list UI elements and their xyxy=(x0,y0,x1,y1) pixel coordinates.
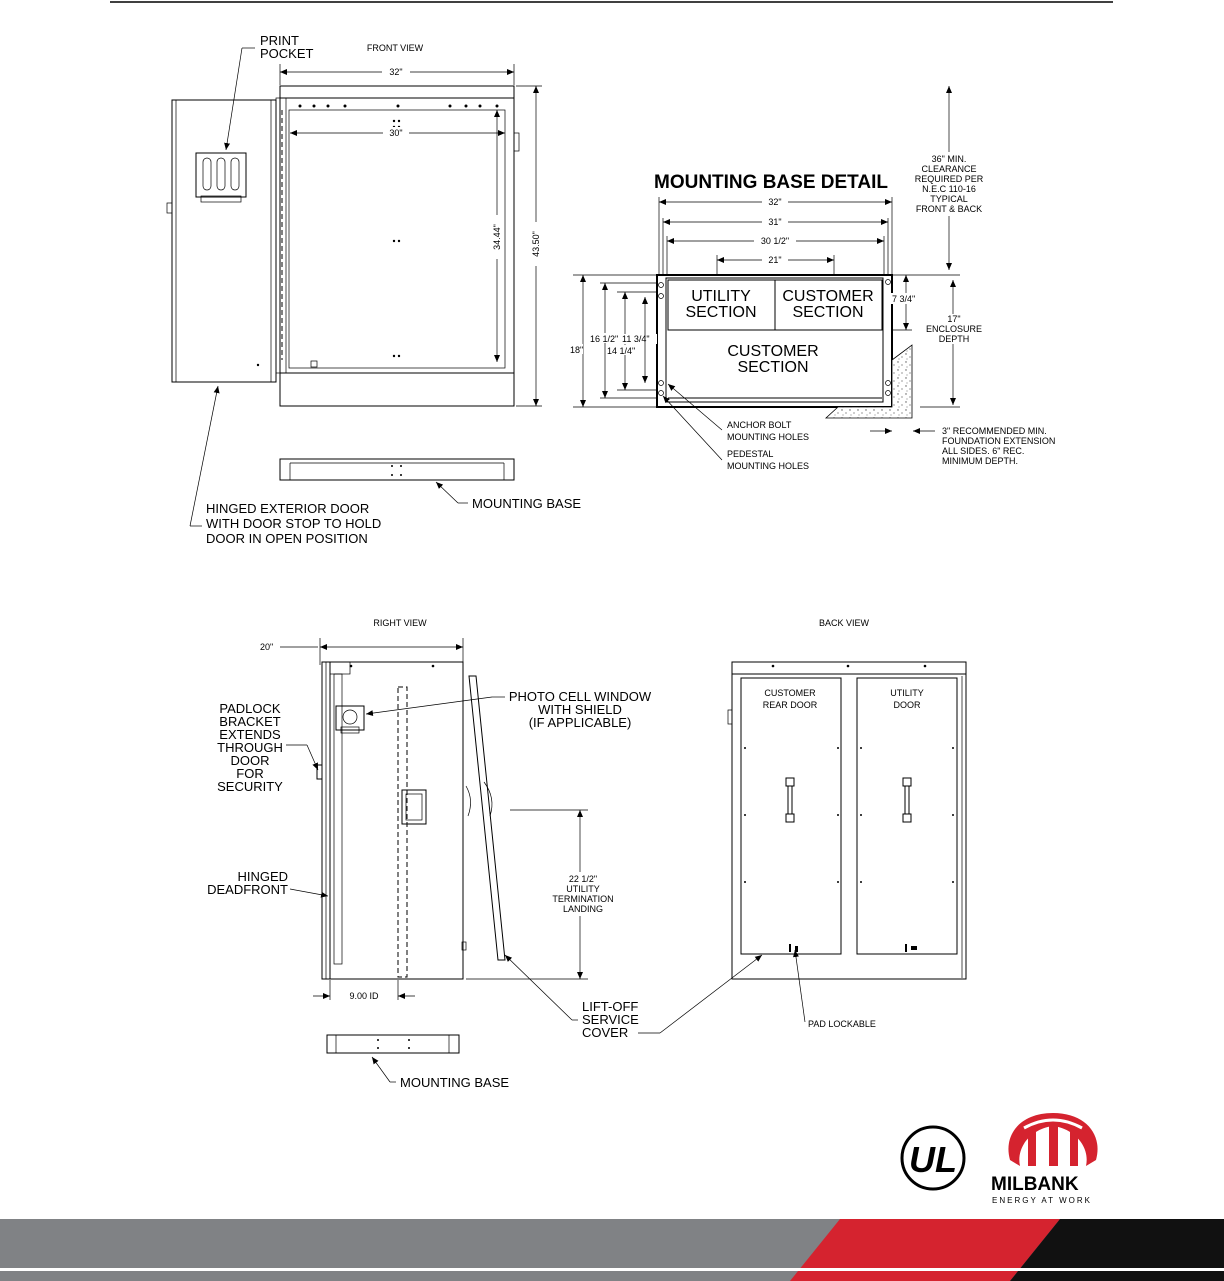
front-view xyxy=(167,33,584,546)
hinged-door-label-2: WITH DOOR STOP TO HOLD xyxy=(206,516,382,531)
back-view-title: BACK VIEW xyxy=(818,618,870,628)
padlock-label-1: PADLOCK xyxy=(219,701,281,716)
clearance-label-4: N.E.C 110-16 xyxy=(922,184,976,194)
photo-cell-label-3: (IF APPLICABLE) xyxy=(528,715,632,730)
right-dim-depth: 20" xyxy=(260,642,274,652)
print-pocket-label-2: POCKET xyxy=(260,46,314,61)
lift-off-label-1: LIFT-OFF xyxy=(582,999,639,1014)
pad-lockable-label: PAD LOCKABLE xyxy=(808,1019,876,1029)
detail-dim-14-25: 14 1/4" xyxy=(607,346,636,356)
right-dim-id: 9.00 ID xyxy=(349,991,379,1001)
photo-cell-label-2: WITH SHIELD xyxy=(538,702,622,717)
right-mounting-base-label: MOUNTING BASE xyxy=(400,1075,510,1090)
foundation-label-2: FOUNDATION EXTENSION xyxy=(942,436,1056,446)
milbank-logo-tagline: ENERGY AT WORK xyxy=(992,1196,1093,1205)
pedestal-holes-label-1: PEDESTAL xyxy=(727,449,774,459)
lift-off-label-3: COVER xyxy=(582,1025,629,1040)
back-enclosure-body xyxy=(732,674,966,979)
utility-section-label-2: SECTION xyxy=(685,304,757,321)
utility-section-label-1: UTILITY xyxy=(691,288,751,305)
customer-door-label-2: REAR DOOR xyxy=(762,700,818,710)
photo-cell-label-1: PHOTO CELL WINDOW xyxy=(508,689,652,704)
front-mounting-base-label: MOUNTING BASE xyxy=(472,496,582,511)
enclosure-depth-label-1: 17" xyxy=(947,314,961,324)
front-dim-height: 43.50" xyxy=(531,231,541,257)
front-enclosure-top xyxy=(280,86,514,98)
detail-dim-21: 21" xyxy=(768,255,782,265)
front-mounting-base xyxy=(280,459,514,480)
customer-door-handle-icon xyxy=(786,778,794,822)
front-base xyxy=(280,373,514,406)
mounting-base-detail-title: MOUNTING BASE DETAIL xyxy=(654,172,888,193)
termination-label-3: TERMINATION xyxy=(552,894,614,904)
clearance-label-5: TYPICAL xyxy=(930,194,968,204)
customer-section-top-label-1: CUSTOMER xyxy=(782,288,874,305)
utility-door-handle-icon xyxy=(903,778,911,822)
right-view xyxy=(207,618,652,1090)
detail-dim-30-5: 30 1/2" xyxy=(760,236,790,246)
hinged-deadfront-label-2: DEADFRONT xyxy=(207,882,288,897)
clearance-label-2: CLEARANCE xyxy=(921,164,977,174)
front-dim-inner-height: 34.44" xyxy=(492,224,502,250)
back-view xyxy=(638,618,966,1033)
termination-label-2: UTILITY xyxy=(566,884,600,894)
foundation-section xyxy=(826,345,912,418)
pedestal-holes-label-2: MOUNTING HOLES xyxy=(727,461,810,471)
back-enclosure-top xyxy=(732,662,966,674)
clearance-label-6: FRONT & BACK xyxy=(915,204,983,214)
milbank-logo xyxy=(991,1113,1098,1205)
padlock-label-7: SECURITY xyxy=(217,779,283,794)
lift-off-cover xyxy=(469,676,505,960)
detail-dim-31: 31" xyxy=(768,217,782,227)
detail-dim-11-75: 11 3/4" xyxy=(622,334,650,344)
detail-dim-16-5: 16 1/2" xyxy=(590,334,619,344)
customer-rear-door xyxy=(741,678,841,954)
foundation-label-1: 3" RECOMMENDED MIN. xyxy=(942,426,1047,436)
utility-door-label-2: DOOR xyxy=(893,700,921,710)
utility-door xyxy=(857,678,957,954)
front-view-title: FRONT VIEW xyxy=(366,43,424,53)
enclosure-depth-label-3: DEPTH xyxy=(938,334,970,344)
right-handle-icon xyxy=(402,790,426,824)
clearance-label-1: 36" MIN. xyxy=(931,154,967,164)
detail-dim-18: 18" xyxy=(570,345,584,355)
hinged-door-label-3: DOOR IN OPEN POSITION xyxy=(206,531,368,546)
front-dim-width: 32" xyxy=(389,67,403,77)
padlock-label-5: DOOR xyxy=(230,753,270,768)
front-enclosure-body xyxy=(280,98,514,373)
detail-dim-7-75: 7 3/4" xyxy=(892,294,916,304)
detail-dim-32: 32" xyxy=(768,197,782,207)
hinged-deadfront-label-1: HINGED xyxy=(237,869,288,884)
padlock-label-3: EXTENDS xyxy=(219,727,281,742)
padlock-label-4: THROUGH xyxy=(217,740,283,755)
termination-label-1: 22 1/2" xyxy=(568,874,598,884)
print-pocket-label-1: PRINT xyxy=(260,33,299,48)
ul-logo xyxy=(902,1127,964,1189)
foundation-label-3: ALL SIDES. 6" REC. xyxy=(942,446,1025,456)
termination-label-4: LANDING xyxy=(562,904,604,914)
customer-door-label-1: CUSTOMER xyxy=(764,688,816,698)
clearance-label-3: REQUIRED PER xyxy=(914,174,984,184)
anchor-bolt-label-2: MOUNTING HOLES xyxy=(727,432,810,442)
hinged-door-label-1: HINGED EXTERIOR DOOR xyxy=(206,501,370,516)
customer-section-top-label-2: SECTION xyxy=(792,304,864,321)
front-dim-inner-width: 30" xyxy=(389,128,403,138)
anchor-bolt-label-1: ANCHOR BOLT xyxy=(727,420,792,430)
ul-logo-text: UL xyxy=(909,1139,957,1180)
right-mounting-base xyxy=(327,1035,459,1053)
print-pocket-icon xyxy=(196,153,246,202)
customer-section-bottom-label-2: SECTION xyxy=(737,359,809,376)
footer-bar xyxy=(0,1219,1224,1281)
padlock-label-6: FOR xyxy=(236,766,264,781)
padlock-label-2: BRACKET xyxy=(219,714,281,729)
milbank-logo-text: MILBANK xyxy=(991,1174,1079,1195)
front-open-door xyxy=(172,100,276,382)
utility-door-label-1: UTILITY xyxy=(890,688,924,698)
foundation-label-4: MINIMUM DEPTH. xyxy=(942,456,1018,466)
enclosure-depth-label-2: ENCLOSURE xyxy=(925,324,983,334)
photo-cell-window-icon xyxy=(336,706,364,733)
lift-off-label-2: SERVICE xyxy=(582,1012,639,1027)
right-view-title: RIGHT VIEW xyxy=(373,618,427,628)
customer-section-bottom-label-1: CUSTOMER xyxy=(727,343,819,360)
mounting-base-detail xyxy=(569,86,1055,471)
